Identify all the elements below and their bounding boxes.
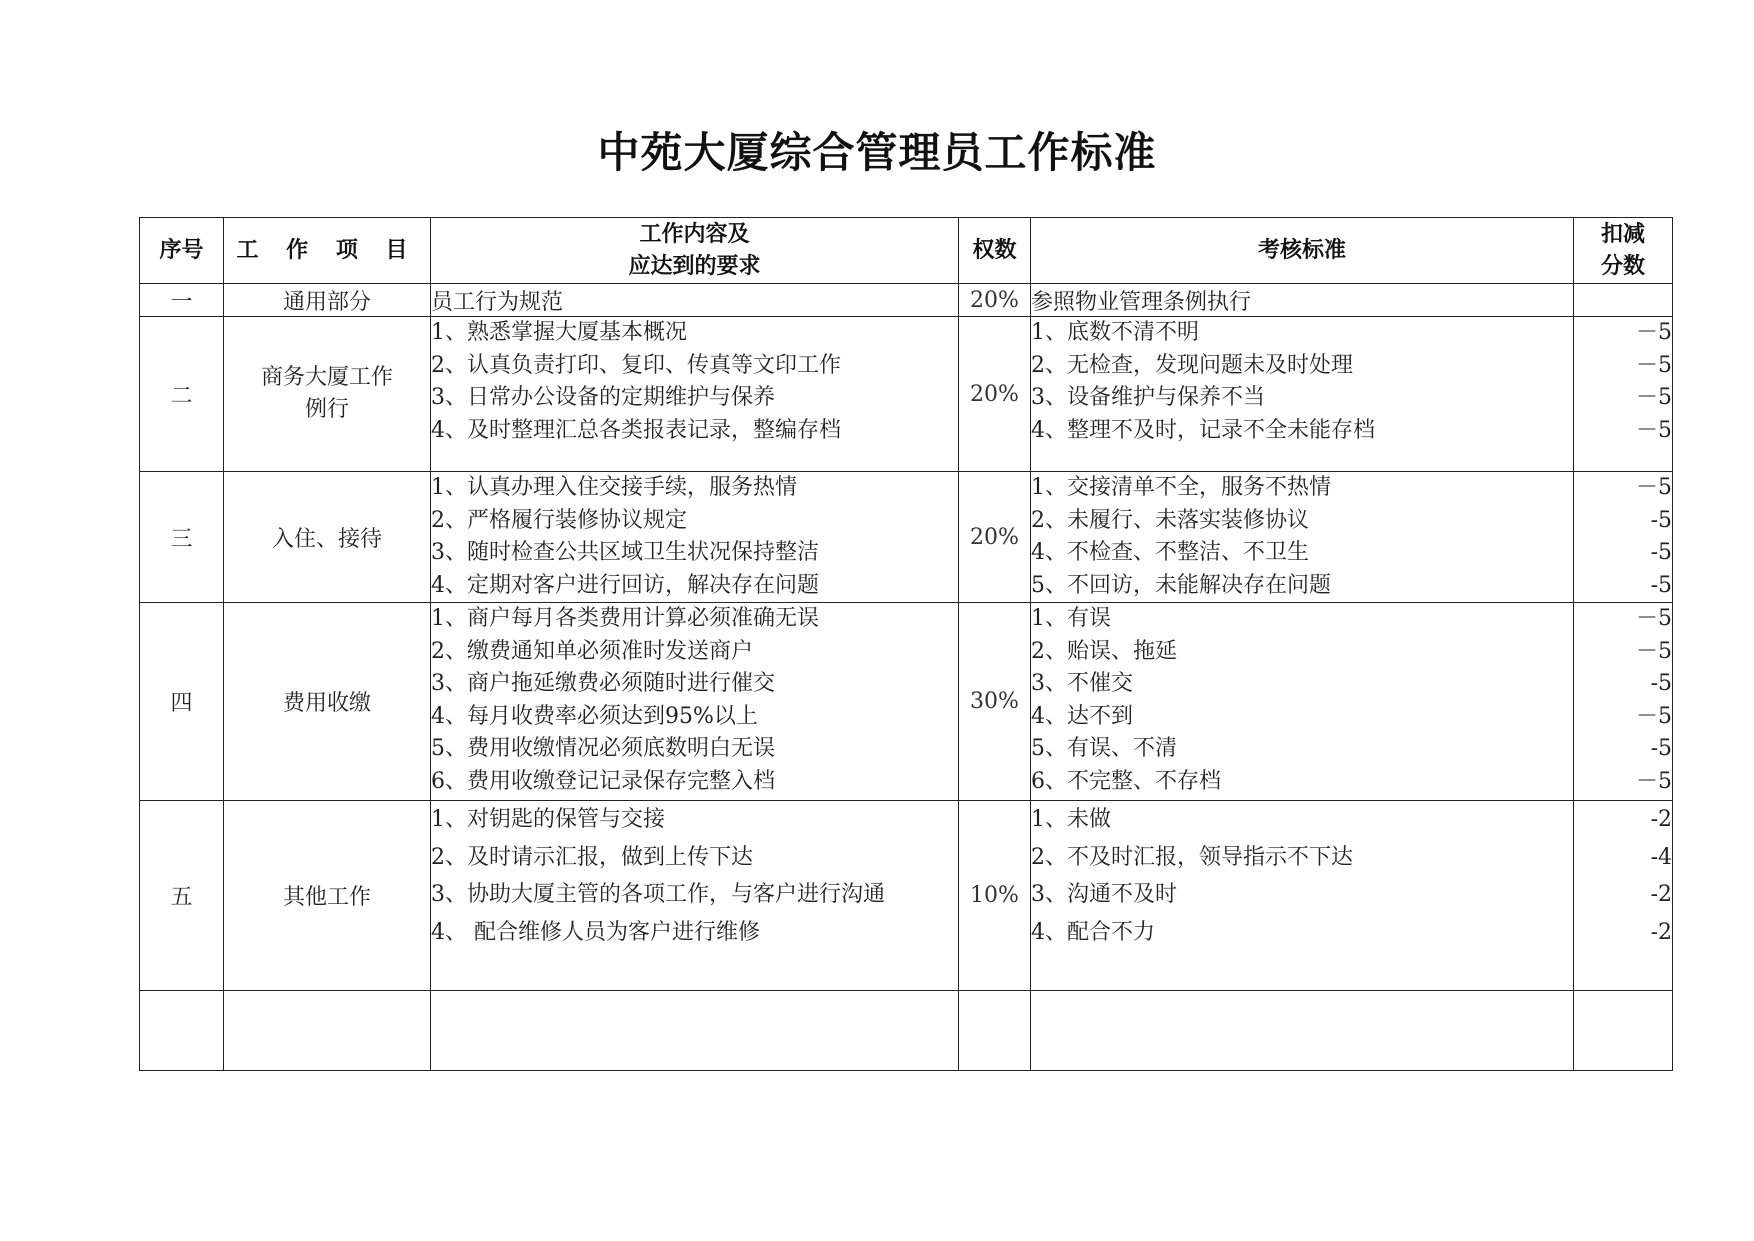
row-content	[431, 317, 959, 472]
content-line: 2、及时请示汇报，做到上传下达	[431, 844, 753, 870]
header-content-line1: 工作内容及	[639, 221, 750, 247]
deduction-value: -2	[1650, 919, 1672, 945]
deduction-value: －5	[1636, 638, 1672, 664]
row-no: 一	[140, 284, 224, 317]
table-row	[140, 284, 1673, 317]
header-no: 序号	[140, 218, 224, 284]
content-line: 1、对钥匙的保管与交接	[431, 807, 665, 832]
content-line: 1、熟悉掌握大厦基本概况	[431, 320, 687, 345]
content-line: 2、认真负责打印、复印、传真等文印工作	[431, 352, 841, 378]
deduction-value: -5	[1650, 507, 1672, 533]
content-line: 1、认真办理入住交接手续，服务热情	[431, 475, 797, 500]
criteria-line: 1、有误	[1031, 606, 1111, 631]
row-deduction	[1574, 317, 1673, 472]
row-content	[431, 284, 959, 317]
criteria-line: 2、不及时汇报，领导指示不下达	[1031, 844, 1353, 870]
empty-cell	[431, 991, 959, 1071]
empty-cell	[959, 991, 1031, 1071]
row-criteria	[1031, 472, 1574, 603]
row-deduction	[1574, 284, 1673, 317]
content-line: 6、费用收缴登记记录保存完整入档	[431, 768, 775, 794]
row-weight: 20%	[959, 472, 1031, 603]
row-item: 费用收缴	[224, 603, 431, 801]
header-deduction	[1574, 218, 1673, 284]
header-content	[431, 218, 959, 284]
header-content-line2: 应达到的要求	[628, 253, 761, 279]
empty-cell	[1031, 991, 1574, 1071]
deduction-value: －5	[1636, 417, 1672, 443]
row-criteria	[1031, 603, 1574, 801]
row-item: 通用部分	[224, 284, 431, 317]
table-row	[140, 317, 1673, 472]
deduction-value: -5	[1650, 540, 1672, 565]
row-no: 三	[140, 472, 224, 603]
row-item-line2: 例行	[304, 397, 349, 422]
criteria-line: 4、不检查、不整洁、不卫生	[1031, 540, 1309, 565]
header-criteria: 考核标准	[1031, 218, 1574, 284]
row-content	[431, 603, 959, 801]
criteria-line: 1、交接清单不全，服务不热情	[1031, 475, 1331, 500]
criteria-line: 3、不催交	[1031, 671, 1133, 696]
criteria-line: 5、有误、不清	[1031, 736, 1177, 761]
content-line: 3、协助大厦主管的各项工作，与客户进行沟通	[431, 882, 885, 907]
content-line: 2、严格履行装修协议规定	[431, 507, 687, 533]
row-item: 入住、接待	[224, 472, 431, 603]
content-line: 4、及时整理汇总各类报表记录，整编存档	[431, 417, 841, 443]
deduction-value: －5	[1636, 703, 1672, 729]
content-line: 1、商户每月各类费用计算必须准确无误	[431, 606, 819, 631]
content-line: 员工行为规范	[431, 289, 564, 315]
deduction-value: －5	[1636, 320, 1672, 345]
row-deduction	[1574, 603, 1673, 801]
deduction-value: -5	[1650, 736, 1672, 761]
deduction-value: －5	[1636, 768, 1672, 794]
row-content	[431, 801, 959, 991]
deduction-value: －5	[1636, 606, 1672, 631]
deduction-value: －5	[1636, 475, 1672, 500]
row-weight: 10%	[959, 801, 1031, 991]
criteria-line: 2、无检查，发现问题未及时处理	[1031, 352, 1353, 378]
criteria-line: 3、沟通不及时	[1031, 882, 1177, 907]
empty-cell	[140, 991, 224, 1071]
row-item-line1: 商务大厦工作	[260, 365, 393, 390]
criteria-line: 5、不回访，未能解决存在问题	[1031, 572, 1331, 598]
header-weight: 权数	[959, 218, 1031, 284]
work-standard-table	[139, 217, 1673, 1071]
header-deduction-line2: 分数	[1600, 253, 1645, 279]
empty-cell	[1574, 991, 1673, 1071]
row-deduction	[1574, 801, 1673, 991]
row-criteria	[1031, 801, 1574, 991]
row-content	[431, 472, 959, 603]
table-row	[140, 801, 1673, 991]
row-no: 五	[140, 801, 224, 991]
content-line: 4、每月收费率必须达到95%以上	[431, 703, 758, 729]
row-item	[224, 317, 431, 472]
page-title: 中苑大厦综合管理员工作标准	[597, 128, 1157, 177]
criteria-line: 4、整理不及时，记录不全未能存档	[1031, 417, 1375, 443]
criteria-line: 4、配合不力	[1031, 919, 1155, 945]
table-row	[140, 472, 1673, 603]
table-row	[140, 603, 1673, 801]
criteria-line: 6、不完整、不存档	[1031, 768, 1221, 794]
deduction-value: －5	[1636, 385, 1672, 410]
content-line: 3、随时检查公共区域卫生状况保持整洁	[431, 540, 819, 565]
header-item: 工 作 项 目	[224, 218, 431, 284]
row-no: 四	[140, 603, 224, 801]
criteria-line: 1、未做	[1031, 807, 1111, 832]
criteria-line: 2、未履行、未落实装修协议	[1031, 507, 1309, 533]
deduction-value: -2	[1650, 807, 1672, 832]
row-criteria	[1031, 317, 1574, 472]
row-weight: 30%	[959, 603, 1031, 801]
criteria-line: 3、设备维护与保养不当	[1031, 385, 1265, 410]
criteria-line: 4、达不到	[1031, 703, 1133, 729]
row-no: 二	[140, 317, 224, 472]
content-line: 2、缴费通知单必须准时发送商户	[431, 638, 753, 664]
deduction-value: -4	[1650, 844, 1672, 870]
deduction-value: -5	[1650, 671, 1672, 696]
row-weight: 20%	[959, 317, 1031, 472]
empty-cell	[224, 991, 431, 1071]
row-weight: 20%	[959, 284, 1031, 317]
content-line: 4、定期对客户进行回访，解决存在问题	[431, 572, 819, 598]
content-line: 3、商户拖延缴费必须随时进行催交	[431, 671, 775, 696]
row-criteria	[1031, 284, 1574, 317]
deduction-value: －5	[1636, 352, 1672, 378]
row-item: 其他工作	[224, 801, 431, 991]
empty-table-row	[140, 991, 1673, 1071]
header-deduction-line1: 扣减	[1600, 221, 1645, 247]
deduction-value: -2	[1650, 882, 1672, 907]
criteria-line: 1、底数不清不明	[1031, 320, 1199, 345]
row-deduction	[1574, 472, 1673, 603]
deduction-value: -5	[1650, 572, 1672, 598]
header-row	[140, 218, 1673, 284]
criteria-line: 参照物业管理条例执行	[1031, 289, 1252, 315]
content-line: 5、费用收缴情况必须底数明白无误	[431, 736, 775, 761]
content-line: 3、日常办公设备的定期维护与保养	[431, 385, 775, 410]
criteria-line: 2、贻误、拖延	[1031, 638, 1177, 664]
content-line: 4、 配合维修人员为客户进行维修	[431, 919, 760, 945]
